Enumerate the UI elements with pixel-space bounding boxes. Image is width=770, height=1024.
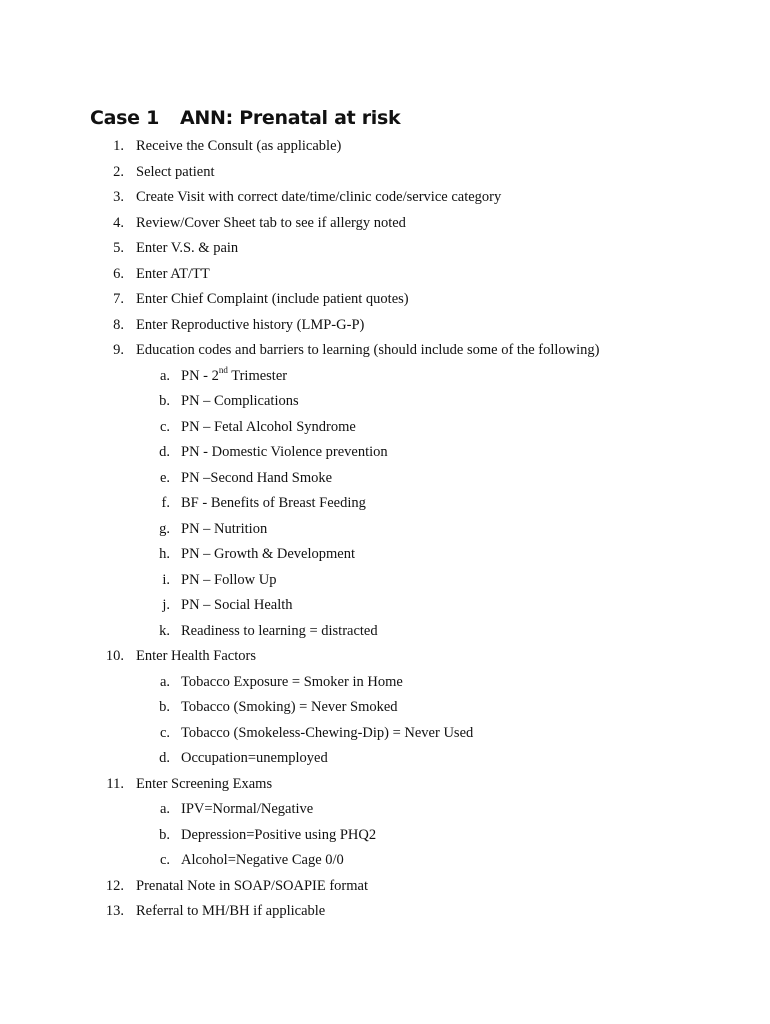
sub-list-item: [0, 695, 770, 721]
case-title: ANN: Prenatal at risk: [180, 107, 401, 129]
sub-list-item: [0, 746, 770, 772]
list-item-label: PN – Fetal Alcohol Syndrome: [181, 418, 356, 435]
sub-list-item: [0, 823, 770, 849]
list-item-label: Occupation=unemployed: [181, 750, 328, 766]
list-marker: j.: [162, 597, 170, 613]
sub-list-item: [0, 848, 770, 874]
list-item-label: Tobacco Exposure = Smoker in Home: [181, 673, 403, 690]
list-item-label: Select patient: [136, 163, 215, 180]
list-item-label: Review/Cover Sheet tab to see if allergy noted: [136, 214, 406, 231]
list-item-text: [181, 746, 328, 772]
list-item-text: [136, 338, 599, 364]
list-item: [0, 236, 770, 262]
list-item-label: Enter AT/TT: [136, 265, 210, 282]
checklist: [0, 134, 770, 925]
list-marker: c.: [159, 724, 170, 741]
list-marker: g.: [159, 520, 170, 537]
list-item-label: Enter Health Factors: [136, 648, 256, 664]
list-item-text: [136, 134, 341, 160]
list-marker: c.: [159, 418, 170, 435]
list-marker: 6.: [113, 265, 124, 282]
list-item: [0, 644, 770, 670]
list-item-label: Enter V.S. & pain: [136, 240, 239, 256]
sub-list-item: [0, 440, 770, 466]
list-marker: 3.: [113, 189, 124, 205]
list-item-text: [181, 670, 403, 696]
list-item-text: [136, 874, 368, 900]
list-item-text: [136, 772, 272, 798]
list-item-text: [136, 211, 406, 237]
list-item-label: PN – Nutrition: [181, 520, 268, 537]
sub-list-item: [0, 542, 770, 568]
list-item-label: PN – Growth & Development: [181, 546, 355, 562]
list-marker: 10.: [105, 648, 124, 664]
list-item-text: [181, 695, 398, 721]
list-marker: b.: [159, 699, 170, 715]
list-item-text: [136, 160, 215, 186]
list-item-label: Tobacco (Smokeless-Chewing-Dip) = Never Used: [181, 724, 474, 741]
list-marker: a.: [159, 801, 170, 817]
list-marker: 8.: [113, 316, 124, 333]
list-marker: h.: [159, 546, 170, 562]
list-item-label: Receive the Consult (as applicable): [136, 138, 342, 154]
list-item-text: [136, 644, 256, 670]
sub-list-item: [0, 415, 770, 441]
list-item-text: [136, 262, 210, 288]
list-marker: d.: [159, 444, 170, 460]
list-marker: a.: [159, 367, 170, 384]
list-marker: b.: [159, 826, 170, 843]
sub-list-item: [0, 797, 770, 823]
list-item-text: [181, 415, 356, 441]
list-item: [0, 313, 770, 339]
list-item-text: [136, 236, 238, 262]
list-item-text: [181, 848, 344, 874]
list-marker: 12.: [105, 877, 124, 894]
list-item-text: [181, 466, 332, 492]
list-item-text: [136, 899, 325, 925]
list-item-label: PN –Second Hand Smoke: [181, 469, 333, 486]
list-item-label: Depression=Positive using PHQ2: [181, 826, 377, 843]
ordinal-superscript: nd: [218, 364, 228, 375]
case-heading: [90, 107, 400, 129]
list-item-text: [136, 313, 364, 339]
list-item-text: [181, 619, 378, 645]
list-item-label: Enter Reproductive history (LMP-G-P): [136, 316, 365, 333]
list-marker: a.: [159, 673, 170, 690]
sub-list-item: [0, 568, 770, 594]
sub-list-item: [0, 619, 770, 645]
list-marker: f.: [161, 495, 170, 511]
list-item-text: [181, 517, 267, 543]
list-item-label: Enter Chief Complaint (include patient quotes): [136, 291, 409, 307]
list-item-text: [181, 364, 287, 390]
list-item-text: [181, 721, 473, 747]
sub-list-item: [0, 517, 770, 543]
list-item-text: [181, 823, 376, 849]
list-item-label-continued: Trimester: [227, 367, 288, 384]
list-marker: i.: [162, 571, 170, 588]
list-item: [0, 899, 770, 925]
list-item-text: [181, 542, 355, 568]
list-marker: 4.: [113, 214, 124, 231]
list-marker: 7.: [113, 291, 124, 307]
list-marker: 11.: [106, 775, 124, 792]
list-item-label: Prenatal Note in SOAP/SOAPIE format: [136, 877, 368, 894]
list-marker: 1.: [113, 138, 124, 154]
list-item-text: [181, 797, 313, 823]
list-item-text: [136, 287, 409, 313]
list-marker: e.: [159, 469, 170, 486]
list-item: [0, 262, 770, 288]
list-marker: 2.: [113, 163, 124, 180]
sub-list-item: [0, 491, 770, 517]
list-item-label: PN – Complications: [181, 393, 299, 409]
sub-list-item: [0, 593, 770, 619]
list-item-label: PN - Domestic Violence prevention: [181, 444, 388, 460]
sub-list-item: [0, 721, 770, 747]
list-marker: c.: [159, 852, 170, 868]
list-item-text: [181, 440, 388, 466]
list-item-label: Referral to MH/BH if applicable: [136, 903, 326, 919]
list-marker: 9.: [113, 342, 124, 358]
list-item: [0, 185, 770, 211]
list-item: [0, 211, 770, 237]
list-item: [0, 874, 770, 900]
list-marker: d.: [159, 750, 170, 766]
list-item-label: Create Visit with correct date/time/clinic code/service category: [136, 189, 502, 205]
list-item-text: [136, 185, 501, 211]
list-item-label: PN – Follow Up: [181, 571, 277, 588]
list-item-text: [181, 568, 276, 594]
list-item: [0, 287, 770, 313]
case-label: Case 1: [90, 107, 159, 129]
sub-list-item: [0, 364, 770, 390]
list-item-label: Alcohol=Negative Cage 0/0: [181, 852, 344, 868]
list-item: [0, 160, 770, 186]
list-item-label: BF - Benefits of Breast Feeding: [181, 495, 366, 511]
sub-list-item: [0, 670, 770, 696]
list-item: [0, 772, 770, 798]
list-item: [0, 134, 770, 160]
sub-list-item: [0, 466, 770, 492]
sub-list-item: [0, 389, 770, 415]
list-item-label: Education codes and barriers to learning (should include some of the following): [136, 342, 600, 358]
list-marker: b.: [159, 393, 170, 409]
list-marker: 13.: [105, 903, 124, 919]
list-item-text: [181, 389, 299, 415]
list-marker: 5.: [113, 240, 124, 256]
list-marker: k.: [159, 622, 170, 639]
list-item-label: IPV=Normal/Negative: [181, 801, 314, 817]
list-item-label: Tobacco (Smoking) = Never Smoked: [181, 699, 398, 715]
list-item-text: [181, 491, 366, 517]
list-item-label: Enter Screening Exams: [136, 775, 273, 792]
list-item-label: PN – Social Health: [181, 597, 293, 613]
list-item: [0, 338, 770, 364]
list-item-text: [181, 593, 293, 619]
list-item-label: PN - 2: [181, 367, 219, 384]
list-item-label: Readiness to learning = distracted: [181, 622, 378, 639]
